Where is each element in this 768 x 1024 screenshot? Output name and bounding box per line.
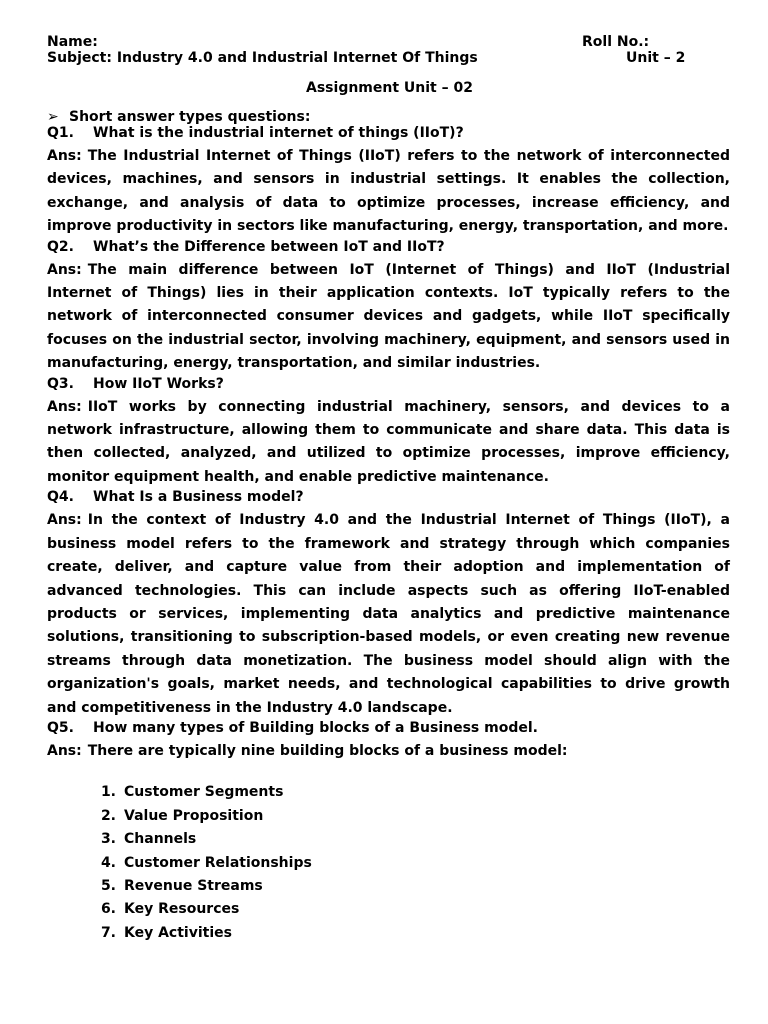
list-item-number: 2. xyxy=(100,807,116,824)
answer-3 xyxy=(47,396,730,490)
list-item xyxy=(47,828,730,851)
list-item-number: 5. xyxy=(100,877,116,894)
answer-4 xyxy=(47,509,730,720)
answer-5 xyxy=(47,740,730,763)
arrow-bullet-icon: ➢ xyxy=(47,109,59,125)
question-text: What’s the Difference between IoT and IIoT? xyxy=(93,238,445,255)
list-item-text: Revenue Streams xyxy=(124,877,263,894)
list-item xyxy=(47,922,730,945)
question-text: What Is a Business model? xyxy=(93,489,304,506)
question-1 xyxy=(47,125,730,141)
list-item-number: 3. xyxy=(100,831,116,848)
answer-1 xyxy=(47,145,730,239)
question-number: Q5. xyxy=(47,719,74,736)
question-text: What is the industrial internet of things (IIoT)? xyxy=(93,125,464,141)
list-item-text: Customer Segments xyxy=(124,784,284,801)
header-row-subject xyxy=(47,50,730,66)
list-item-number: 4. xyxy=(100,854,116,871)
list-item-number: 7. xyxy=(100,924,116,941)
question-4 xyxy=(47,489,730,505)
list-item-number: 1. xyxy=(100,784,116,801)
assignment-title: Assignment Unit – 02 xyxy=(306,80,473,96)
question-number: Q2. xyxy=(47,238,74,255)
header-row-name xyxy=(47,34,730,50)
question-text: How IIoT Works? xyxy=(93,375,224,392)
question-3 xyxy=(47,376,730,392)
roll-number-label: Roll No.: xyxy=(582,34,650,50)
question-number: Q4. xyxy=(47,489,74,506)
question-5 xyxy=(47,720,730,736)
list-item xyxy=(47,852,730,875)
assignment-sheet xyxy=(47,34,730,945)
question-number: Q1. xyxy=(47,125,74,141)
section-heading-text: Short answer types questions: xyxy=(69,109,311,125)
list-item xyxy=(47,898,730,921)
answer-text: There are typically nine building blocks of a business model: xyxy=(87,742,568,759)
answer-label: Ans: xyxy=(47,398,82,415)
list-item-text: Value Proposition xyxy=(124,807,264,824)
list-item xyxy=(47,805,730,828)
section-heading xyxy=(47,109,730,125)
qa-list xyxy=(47,125,730,763)
answer-text: In the context of Industry 4.0 and the Industrial Internet of Things (IIoT), a business model refers to the framework and strategy through which companies create, deliver, and capture value from their adoption and implementation of advanced technologies. This can include aspects such as offering IIoT-enabled products or services, implementing data analytics and predictive maintenance solutions, transitioning to subscription-based models, or even creating new revenue streams through data monetization. The business model should align with the organization's goals, market needs, and technological capabilities to drive growth and competitiveness in the Industry 4.0 landscape. xyxy=(47,512,730,716)
list-item-number: 6. xyxy=(100,901,116,918)
name-label: Name: xyxy=(47,34,98,50)
list-item-text: Key Resources xyxy=(124,901,240,918)
list-item xyxy=(47,781,730,804)
answer-label: Ans: xyxy=(47,512,82,529)
list-item xyxy=(47,875,730,898)
list-item-text: Key Activities xyxy=(124,924,232,941)
answer-text: The Industrial Internet of Things (IIoT) refers to the network of interconnected devices, machines, and sensors in industrial settings. It enables the collection, exchange, and analysis of data to optimize processes, increase efficiency, and improve productivity in sectors like manufacturing, energy, transportation, and more. xyxy=(47,148,730,235)
list-item-text: Channels xyxy=(124,831,197,848)
answer-text: IIoT works by connecting industrial machinery, sensors, and devices to a network infrastructure, allowing them to communicate and share data. This data is then collected, analyzed, and utilized to optimize processes, improve efficiency, monitor equipment health, and enable predictive maintenance. xyxy=(47,398,730,485)
building-blocks-list xyxy=(47,781,730,945)
answer-label: Ans: xyxy=(47,148,82,164)
question-text: How many types of Building blocks of a Business model. xyxy=(93,719,538,736)
answer-2 xyxy=(47,259,730,376)
subject-line: Subject: Industry 4.0 and Industrial Internet Of Things xyxy=(47,50,478,66)
list-item-text: Customer Relationships xyxy=(124,854,312,871)
answer-label: Ans: xyxy=(47,261,82,278)
answer-text: The main difference between IoT (Internet of Things) and IIoT (Industrial Internet of Things) lies in their application contexts. IoT typically refers to the network of interconnected consumer devices and gadgets, while IIoT specifically focuses on the industrial sector, involving machinery, equipment, and sensors used in manufacturing, energy, transportation, and similar industries. xyxy=(47,261,730,372)
answer-label: Ans: xyxy=(47,742,82,759)
unit-label: Unit – 2 xyxy=(626,50,686,66)
question-number: Q3. xyxy=(47,375,74,392)
question-2 xyxy=(47,239,730,255)
